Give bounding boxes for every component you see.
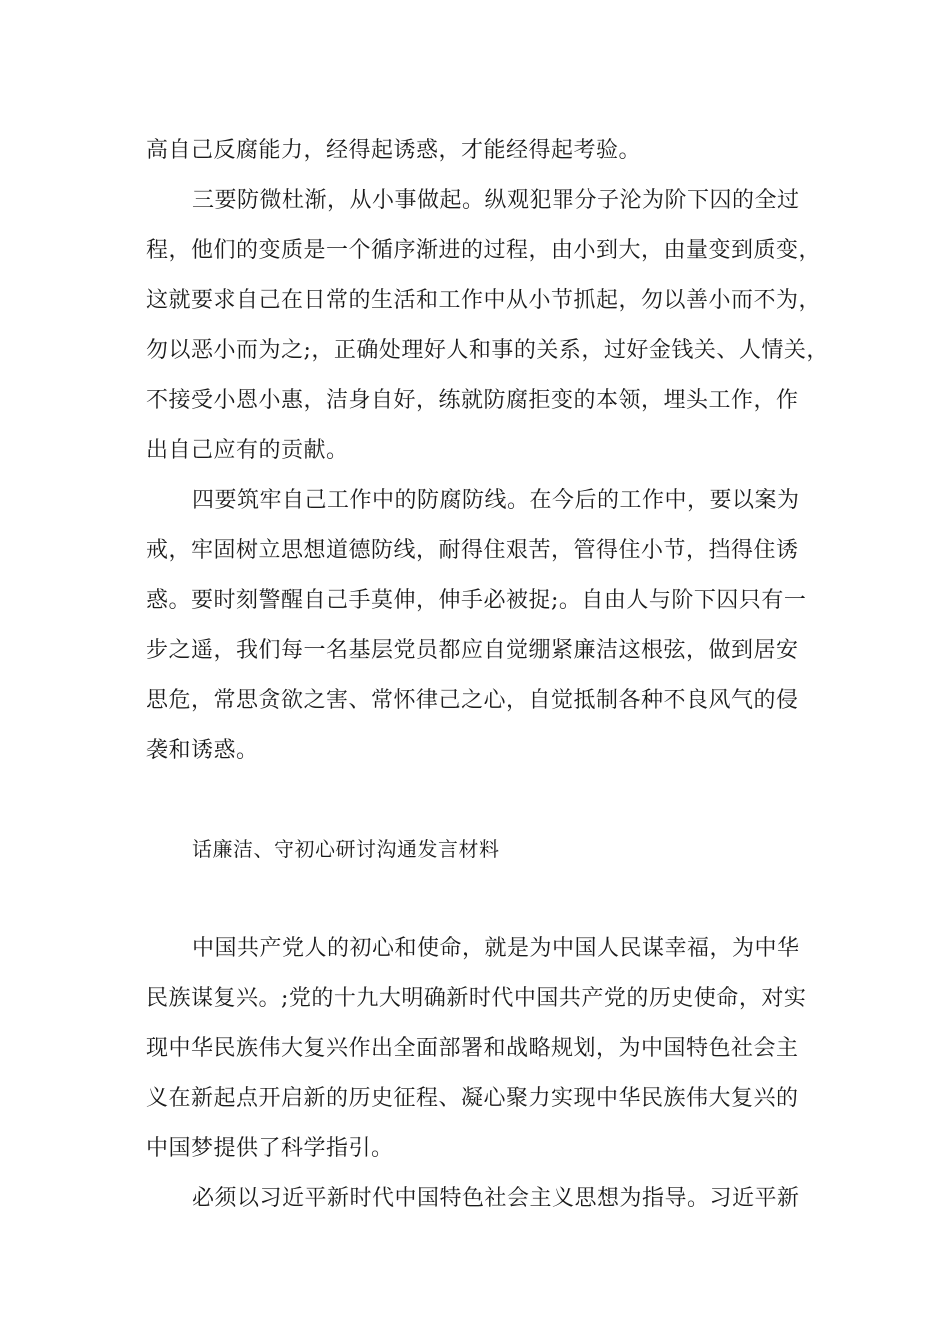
paragraph-line: 惑。要时刻警醒自己手莫伸，伸手必被捉;。自由人与阶下囚只有一: [146, 588, 807, 613]
paragraph-line: 步之遥，我们每一名基层党员都应自觉绷紧廉洁这根弦，做到居安: [146, 638, 799, 663]
paragraph-line: 中国共产党人的初心和使命，就是为中国人民谋幸福，为中华: [192, 936, 800, 961]
paragraph-line: 戒，牢固树立思想道德防线，耐得住艰苦，管得住小节，挡得住诱: [146, 538, 799, 563]
paragraph-line: 程，他们的变质是一个循序渐进的过程，由小到大，由量变到质变，: [146, 238, 822, 263]
paragraph-line: 袭和诱惑。: [146, 738, 259, 763]
paragraph-line: 中国梦提供了科学指引。: [146, 1136, 394, 1161]
paragraph-line: 民族谋复兴。;党的十九大明确新时代中国共产党的历史使命，对实: [146, 986, 807, 1011]
paragraph-line: 四要筑牢自己工作中的防腐防线。在今后的工作中，要以案为: [192, 488, 800, 513]
paragraph-line: 这就要求自己在日常的生活和工作中从小节抓起，勿以善小而不为，: [146, 288, 822, 313]
paragraph-line: 现中华民族伟大复兴作出全面部署和战略规划，为中国特色社会主: [146, 1036, 799, 1061]
paragraph-line: 思危，常思贪欲之害、常怀律己之心，自觉抵制各种不良风气的侵: [146, 688, 799, 713]
paragraph-line: 不接受小恩小惠，洁身自好，练就防腐拒变的本领，埋头工作，作: [146, 388, 799, 413]
paragraph-line: 勿以恶小而为之;，正确处理好人和事的关系，过好金钱关、人情关，: [146, 338, 829, 363]
paragraph-line: 出自己应有的贡献。: [146, 438, 349, 463]
paragraph-line: 高自己反腐能力，经得起诱惑，才能经得起考验。: [146, 138, 642, 163]
paragraph-line: 三要防微杜渐，从小事做起。纵观犯罪分子沦为阶下囚的全过: [192, 188, 800, 213]
paragraph-line: 义在新起点开启新的历史征程、凝心聚力实现中华民族伟大复兴的: [146, 1086, 799, 1111]
document-heading: 话廉洁、守初心研讨沟通发言材料: [192, 837, 500, 861]
paragraph-line: 必须以习近平新时代中国特色社会主义思想为指导。习近平新: [192, 1186, 800, 1211]
